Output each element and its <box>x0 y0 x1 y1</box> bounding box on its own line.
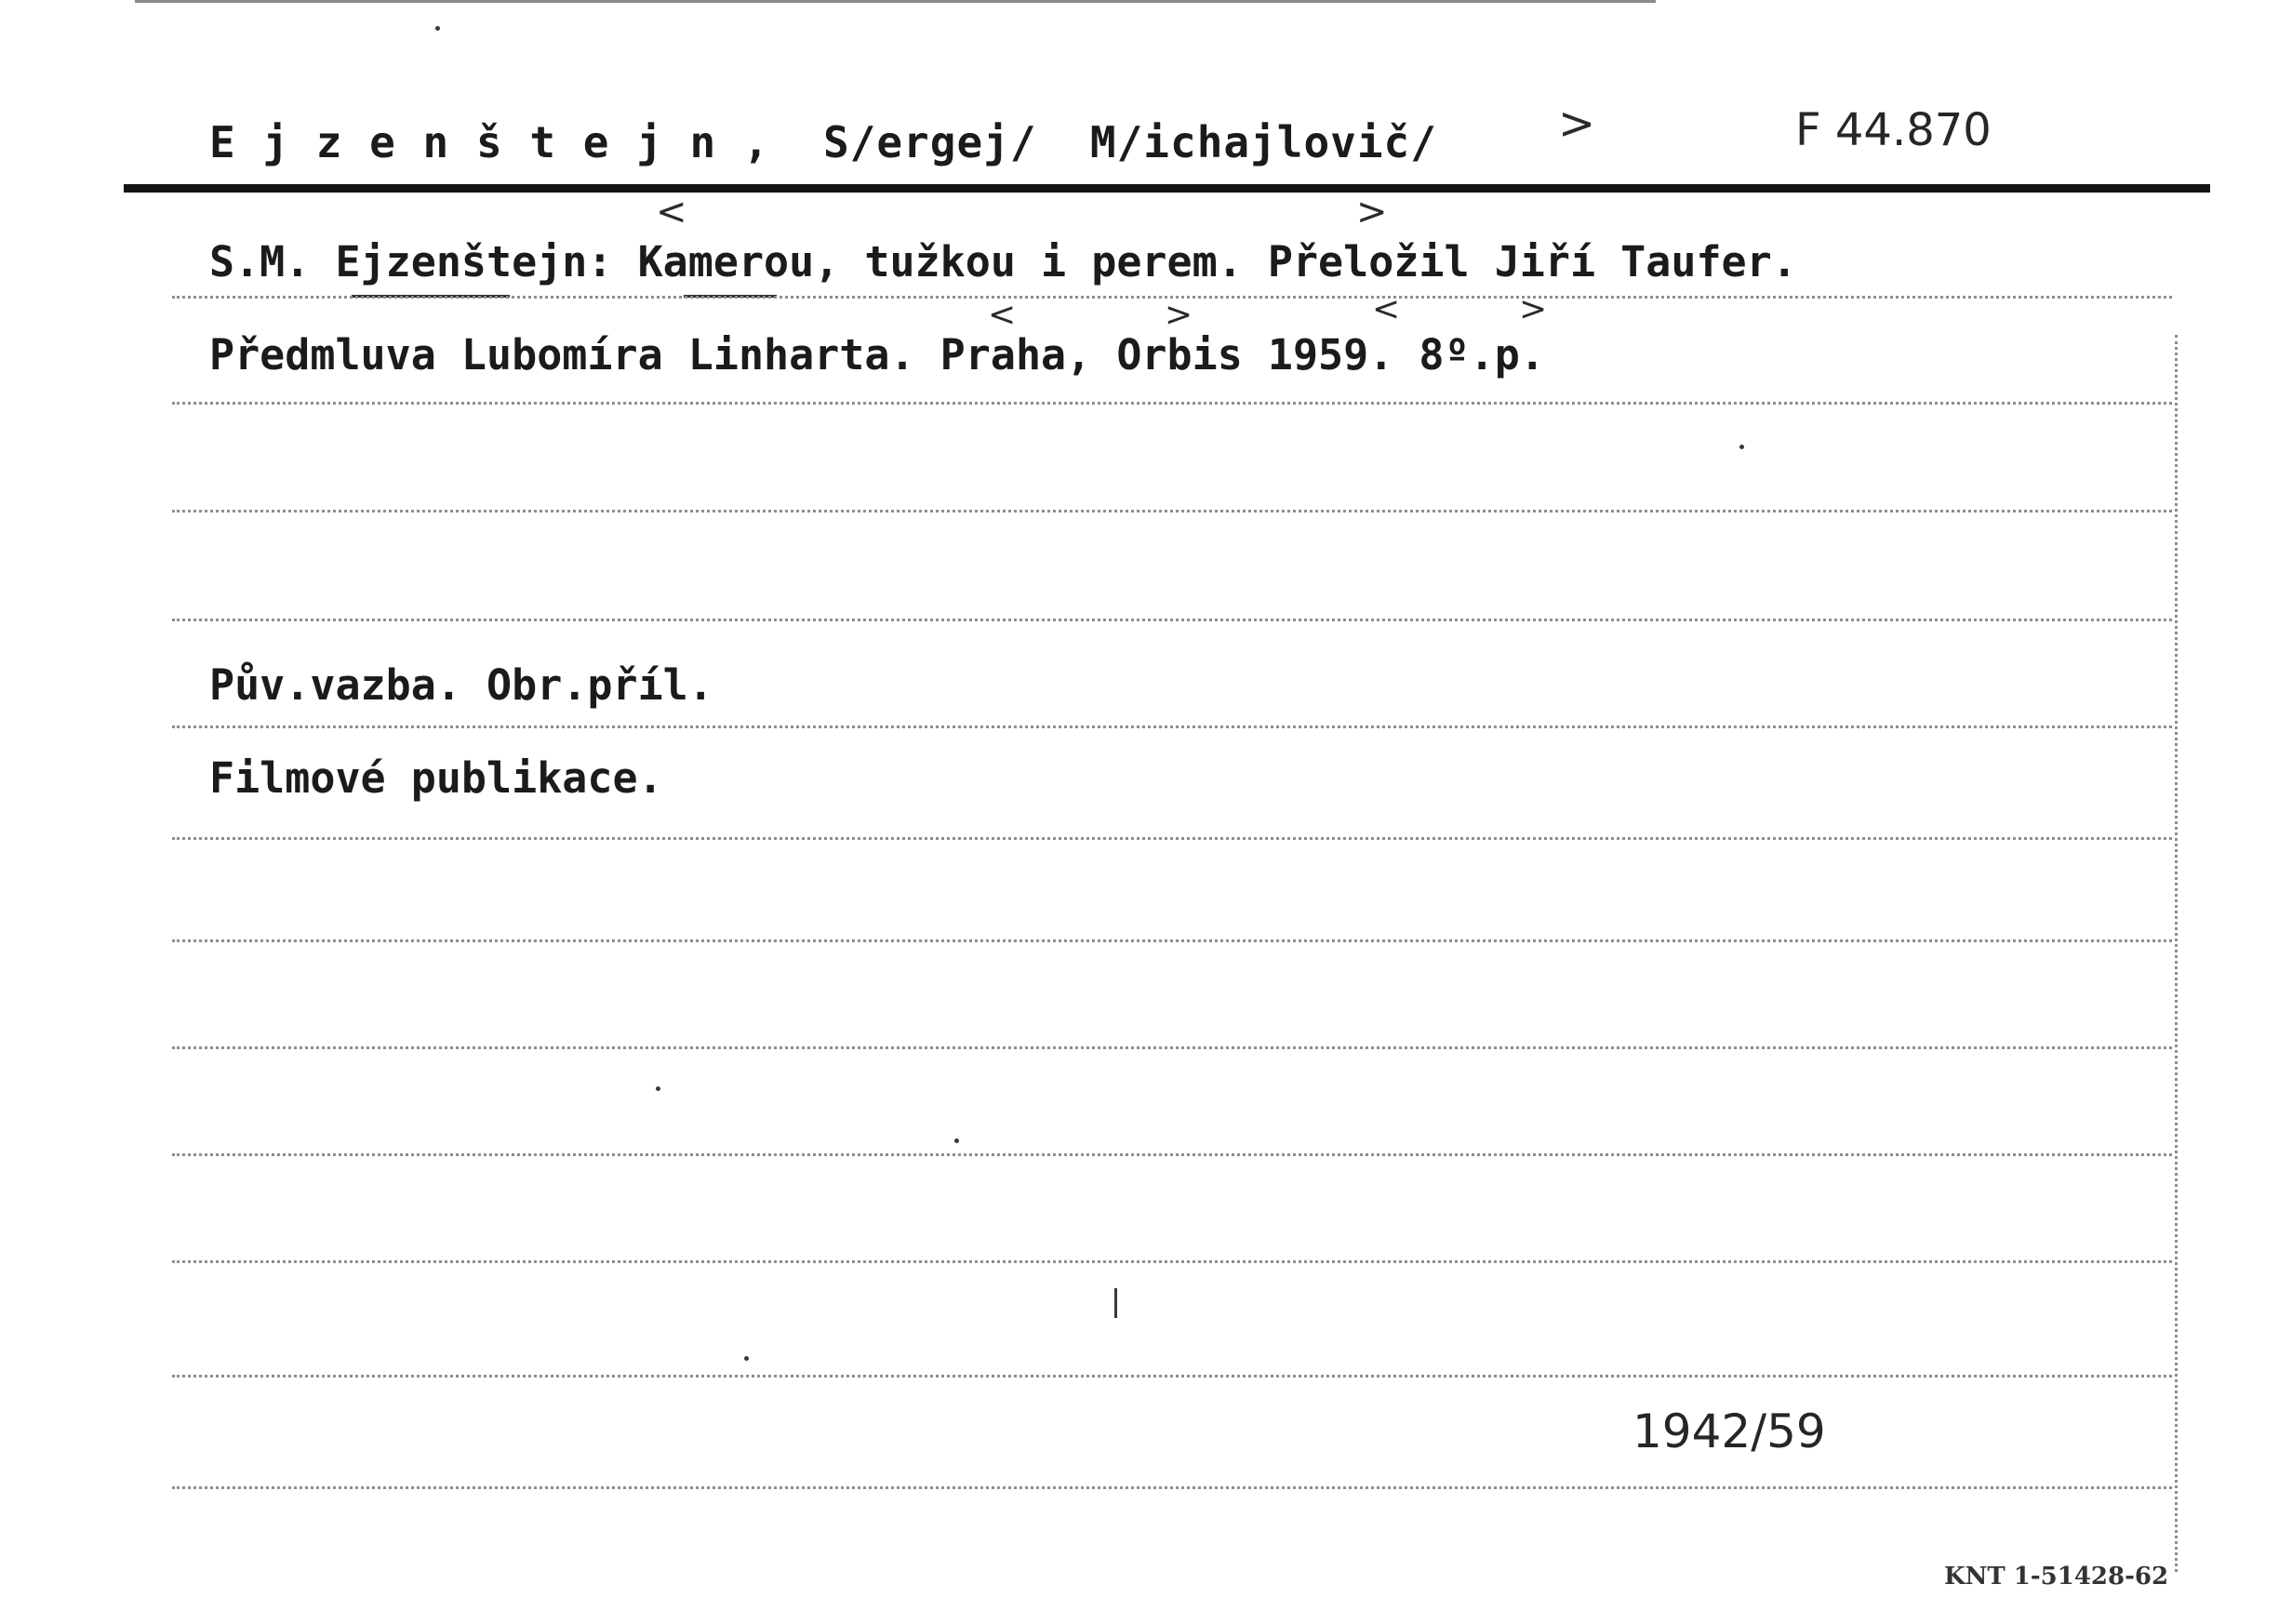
right-margin-rule <box>2175 335 2178 1572</box>
paper-speck <box>435 26 440 31</box>
ruled-line <box>172 619 2172 621</box>
pencil-stroke <box>1114 1288 1117 1318</box>
ruled-line <box>172 510 2172 512</box>
pencil-close-mark: > <box>1558 98 1596 150</box>
pencil-close-mark: > <box>1165 296 1193 334</box>
ruled-line <box>172 1375 2172 1378</box>
paper-speck <box>954 1138 959 1143</box>
paper-speck <box>656 1086 660 1091</box>
paper-speck <box>744 1356 749 1361</box>
heading-rule <box>124 184 2210 193</box>
ruled-line <box>172 1260 2172 1263</box>
ruled-line <box>172 1486 2172 1489</box>
physical-description: Pův.vazba. Obr.příl. <box>209 660 713 710</box>
pencil-open-mark: < <box>656 191 687 233</box>
pencil-close-mark: > <box>1356 191 1388 233</box>
ruled-line <box>172 939 2172 942</box>
paper-speck <box>1739 445 1744 449</box>
series-statement: Filmové publikace. <box>209 753 663 803</box>
accession-number: 1942/59 <box>1632 1404 1826 1458</box>
ruled-line <box>172 837 2172 840</box>
card-print-code: KNT 1-51428-62 <box>1944 1563 2169 1591</box>
pencil-open-mark: < <box>1372 290 1401 328</box>
card-top-edge <box>135 0 1656 3</box>
shelf-mark: F 44.870 <box>1795 104 1992 156</box>
pencil-open-mark: < <box>988 296 1017 334</box>
ruled-line <box>172 402 2172 405</box>
main-entry-heading: E j z e n š t e j n , S/ergej/ M/ichajlovič/ <box>209 117 1437 167</box>
ruled-line <box>172 1153 2172 1156</box>
pencil-close-mark: > <box>1519 290 1548 328</box>
imprint-statement: Předmluva Lubomíra Linharta. Praha, Orbis 1959. 8º.p. <box>209 330 1545 379</box>
title-statement: S.M. Ejzenštejn: Kamerou, tužkou i perem. Přeložil Jiří Taufer. <box>209 237 1797 286</box>
ruled-line <box>172 1046 2172 1049</box>
ruled-line <box>172 725 2172 728</box>
